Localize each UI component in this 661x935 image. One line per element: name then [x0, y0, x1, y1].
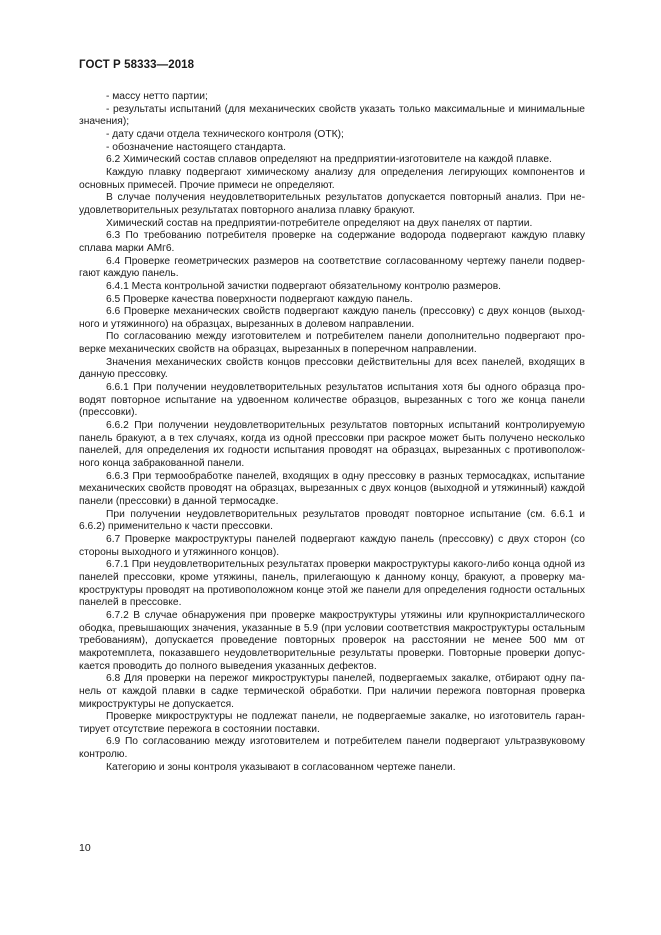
clause-6-7: 6.7 Проверке макроструктуры панелей подвергают каждую панель (прессовку) с двух сторон (со стороны выходного и утяжинного концов). [79, 533, 585, 558]
paragraph-control-category: Категорию и зоны контроля указывают в согласованном чертеже панели. [106, 761, 456, 773]
clause-6-2: 6.2 Химический состав сплавов определяют на предприятии-изготовителе на каждой плавке. [106, 154, 552, 166]
paragraph-property-validity: Значения механических свойств концов прессовки действительны для всех панелей, входящих в данную прессовку. [79, 356, 585, 381]
clause-6-6-3: 6.6.3 При термообработке панелей, входящих в одну прессовку в разных термосадках, испытание механических свойств проводят на образцах, вырезанных с двух концов (выходной и утяжинный) каждой панели (прессовки) в данной термосадке. [79, 470, 585, 507]
clause-6-4: 6.4 Проверке геометрических размеров на соответствие согласованному чертежу панели подвергают каждую панель. [79, 255, 585, 280]
clause-6-8: 6.8 Для проверки на пережог микроструктуры панелей, подвергаемых закалке, отбирают одну панель от каждой плавки в садке термической обработки. При наличии пережога повторная проверка микроструктуры не допускается. [79, 673, 585, 710]
page-number: 10 [79, 842, 91, 854]
clause-6-9: 6.9 По согласованию между изготовителем и потребителем панели подвергают ультразвуковому контролю. [79, 736, 585, 761]
paragraph-consumer-composition: Химический состав на предприятии-потребителе определяют на двух панелях от партии. [106, 217, 533, 229]
clause-6-3: 6.3 По требованию потребителя проверке на содержание водорода подвергают каждую плавку сплава марки АМг6. [79, 230, 585, 254]
clause-6-4-1: 6.4.1 Места контрольной зачистки подвергают обязательному контролю размеров. [106, 280, 502, 292]
list-item-test-results: - результаты испытаний (для механических свойств указать только максимальные и минимальные значения); [79, 103, 585, 128]
clause-6-6-2: 6.6.2 При получении неудовлетворительных результатов повторных испытаний контролируемую панель бракуют, а в тех случаях, когда из одной прессовки при раскрое может быть получено несколько панелей, для определения их годности испытания проводят на образцах, вырезанных с противоположного конца забракованной панели. [79, 420, 585, 470]
document-body [79, 91, 585, 774]
document-code-header: ГОСТ Р 58333—2018 [79, 59, 195, 71]
clause-6-6: 6.6 Проверке механических свойств подвергают каждую панель (прессовку) с двух концов (выходного и утяжинного) на образцах, вырезанных в долевом направлении. [79, 306, 585, 330]
paragraph-repeat-test: При получении неудовлетворительных результатов проводят повторное испытание (см. 6.6.1 и 6.6.2) применительно к части прессовки. [79, 508, 585, 533]
paragraph-repeat-analysis: В случае получения неудовлетворительных результатов допускается повторный анализ. При неудовлетворительных результатах повторного анализа плавку бракуют. [79, 192, 585, 216]
list-item-otk-date: - дату сдачи отдела технического контроля (ОТК); [106, 128, 344, 140]
clause-6-6-1: 6.6.1 При получении неудовлетворительных результатов испытания хотя бы одного образца проводят повторное испытание на удвоенном количестве образцов, вырезанных с того же конца панели (прессовки). [79, 382, 585, 419]
paragraph-transverse-testing: По согласованию между изготовителем и потребителем панели дополнительно подвергают проверке механических свойств на образцах, вырезанных в поперечном направлении. [79, 331, 585, 356]
list-item-net-mass: - массу нетто партии; [106, 91, 208, 102]
paragraph-chemical-analysis: Каждую плавку подвергают химическому анализу для определения легирующих компонентов и основных примесей. Прочие примеси не определяют. [79, 166, 585, 191]
clause-6-5: 6.5 Проверке качества поверхности подвергают каждую панель. [106, 293, 413, 305]
list-item-standard-designation: - обозначение настоящего стандарта. [106, 141, 286, 153]
clause-6-7-1: 6.7.1 При неудовлетворительных результатах проверки макроструктуры какого-либо конца одной из панелей прессовки, кроме утяжины, панель, прилегающую к данному концу, бракуют, а проверку макроструктуры проводят на противоположном конце этой же панели для определения годности остальных панелей в прессовке. [79, 559, 585, 609]
paragraph-microstructure-exempt: Проверке микроструктуры не подлежат панели, не подвергаемые закалке, но изготовитель гарантирует отсутствие пережога в состоянии поставки. [79, 711, 585, 735]
clause-6-7-2: 6.7.2 В случае обнаружения при проверке макроструктуры утяжины или крупнокристаллического ободка, превышающих значения, указанные в 5.9 (при условии соответствия макроструктуры остальным требованиям), допускается проведение повторных проверок на расстоянии не менее 500 мм от макротемплета, показавшего неудовлетворительные результаты проверки. Повторные проверки допускается проводить до полного выведения указанных дефектов. [79, 609, 585, 672]
